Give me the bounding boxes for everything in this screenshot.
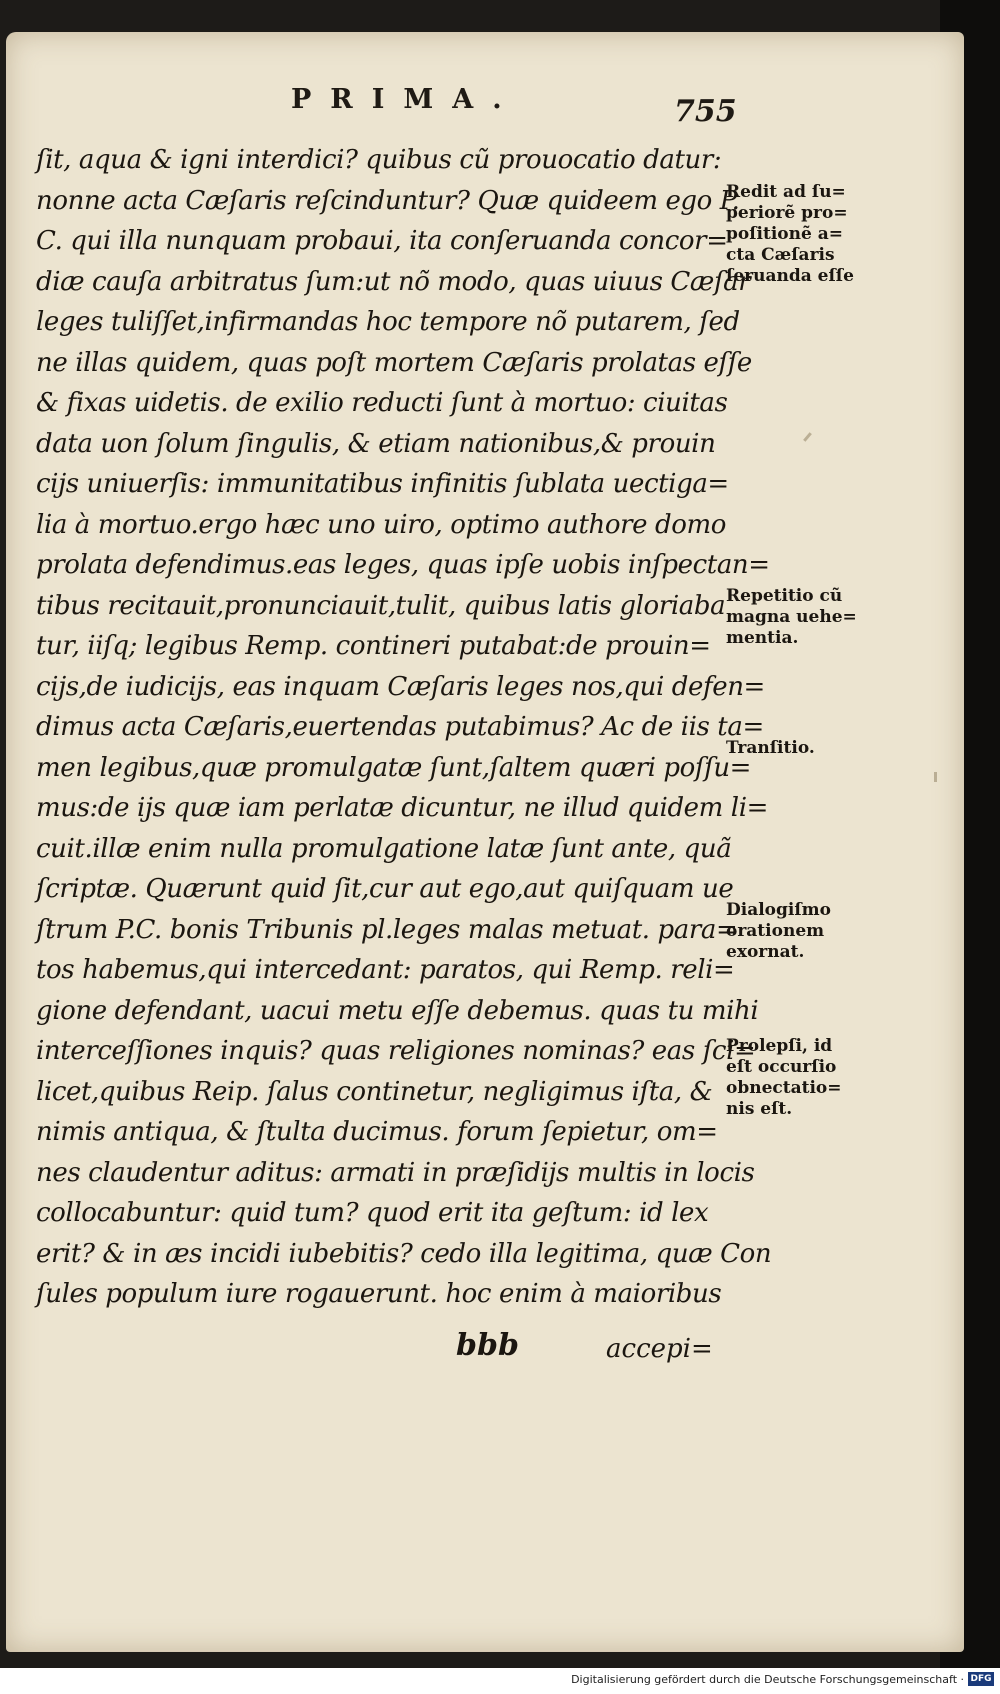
marginal-note-line: orationem bbox=[726, 921, 825, 941]
text-line: nes claudentur aditus: armati in præſidijs multis in locis bbox=[36, 1157, 755, 1188]
text-line: tibus recitauit,pronunciauit,tulit, quibus latis gloriaba bbox=[36, 590, 726, 621]
text-line: men legibus,quæ promulgatæ ſunt,ſaltem quæri poſſu= bbox=[36, 752, 752, 783]
text-line: & fixas uidetis. de exilio reducti ſunt à mortuo: ciuitas bbox=[36, 388, 728, 418]
text-line: gione defendant, uacui metu eſſe debemus. quas tu mihi bbox=[36, 995, 759, 1026]
marginal-note-line: Redit ad ſu= bbox=[726, 182, 846, 202]
ink-speck bbox=[934, 772, 937, 782]
text-line: tur, iiſq; legibus Remp. contineri putabat:de prouin= bbox=[36, 631, 711, 661]
marginal-note-line: Dialogiſmo bbox=[726, 900, 831, 920]
text-line: diæ cauſa arbitratus ſum:ut nõ modo, quas uiuus Cæſar bbox=[36, 266, 751, 297]
text-line: ſtrum P.C. bonis Tribunis pl.leges malas metuat. para= bbox=[36, 914, 738, 945]
dfg-logo-icon: DFG bbox=[968, 1672, 994, 1686]
text-line: interceſſiones inquis? quas religiones nominas? eas ſci= bbox=[36, 1036, 756, 1066]
marginal-note-redit bbox=[726, 182, 941, 287]
text-line: lia à mortuo.ergo hæc uno uiro, optimo authore domo bbox=[36, 509, 727, 540]
text-line: cijs,de iudicijs, eas inquam Cæſaris leges nos,qui defen= bbox=[36, 671, 765, 702]
text-line: licet,quibus Reip. ſalus continetur, negligimus iſta, & bbox=[36, 1076, 713, 1107]
text-line: mus:de ijs quæ iam perlatæ dicuntur, ne illud quidem li= bbox=[36, 793, 769, 823]
text-line: prolata defendimus.eas leges, quas ipſe uobis inſpectan= bbox=[36, 550, 770, 580]
marginal-note-line: Repetitio cũ bbox=[726, 586, 843, 606]
marginal-note-line: Tranſitio. bbox=[726, 738, 815, 758]
text-line: tos habemus,qui intercedant: paratos, qui Remp. reli= bbox=[36, 955, 735, 985]
marginal-note-dialogismo bbox=[726, 900, 941, 963]
ink-speck bbox=[803, 432, 812, 442]
text-line: C. qui illa nunquam probaui, ita conſeruanda concor= bbox=[36, 226, 728, 256]
marginal-note-line: periorẽ pro= bbox=[726, 203, 848, 223]
text-line: ſit, aqua & igni interdici? quibus cũ prouocatio datur: bbox=[36, 145, 722, 175]
marginal-note-line: mentia. bbox=[726, 628, 799, 648]
marginal-note-line: ſeruanda eſſe bbox=[726, 266, 854, 286]
marginal-note-repetitio bbox=[726, 586, 941, 649]
catchword: accepi= bbox=[606, 1334, 713, 1364]
marginal-note-line: nis eſt. bbox=[726, 1099, 793, 1119]
marginal-note-line: obnectatio= bbox=[726, 1078, 842, 1098]
marginal-note-line: exornat. bbox=[726, 942, 805, 962]
marginal-note-transitio bbox=[726, 738, 941, 759]
text-line: ſules populum iure rogauerunt. hoc enim à maioribus bbox=[36, 1279, 722, 1309]
text-line: nimis antiqua, & ſtulta ducimus. forum ſepietur, om= bbox=[36, 1117, 718, 1147]
text-line: dimus acta Cæſaris,euertendas putabimus? Ac de iis ta= bbox=[36, 712, 764, 742]
marginal-note-prolepsi bbox=[726, 1036, 941, 1120]
text-line: leges tuliſſet,infirmandas hoc tempore nõ putarem, ſed bbox=[36, 307, 740, 337]
text-line: ſcriptæ. Quærunt quid ſit,cur aut ego,aut quiſquam ue bbox=[36, 874, 734, 904]
text-line: nonne acta Cæſaris reſcinduntur? Quæ quideem ego P. bbox=[36, 185, 740, 216]
marginal-note-line: poſitionẽ a= bbox=[726, 224, 843, 244]
page-number: 755 bbox=[674, 94, 737, 129]
running-title: PRIMA. bbox=[291, 84, 521, 115]
marginal-note-line: magna uehe= bbox=[726, 607, 857, 627]
marginal-note-line: Prolepſi, id bbox=[726, 1036, 833, 1056]
signature-mark: bbb bbox=[456, 1328, 519, 1363]
text-line: cuit.illæ enim nulla promulgatione latæ ſunt ante, quã bbox=[36, 833, 732, 864]
text-line: erit? & in æs incidi iubebitis? cedo illa legitima, quæ Con bbox=[36, 1238, 772, 1269]
text-line: collocabuntur: quid tum? quod erit ita geſtum: id lex bbox=[36, 1198, 709, 1228]
text-line: cijs uniuerſis: immunitatibus infinitis ſublata uectiga= bbox=[36, 469, 729, 499]
marginal-note-line: eſt occurſio bbox=[726, 1057, 837, 1077]
book-page bbox=[6, 32, 964, 1652]
text-line: ne illas quidem, quas poſt mortem Cæſaris prolatas eſſe bbox=[36, 347, 752, 378]
funding-credit: Digitalisierung gefördert durch die Deutsche Forschungsgemeinschaft · bbox=[571, 1673, 964, 1686]
marginal-note-line: cta Cæſaris bbox=[726, 245, 835, 265]
text-line: data uon ſolum ſingulis, & etiam nationibus,& prouin bbox=[36, 428, 716, 459]
